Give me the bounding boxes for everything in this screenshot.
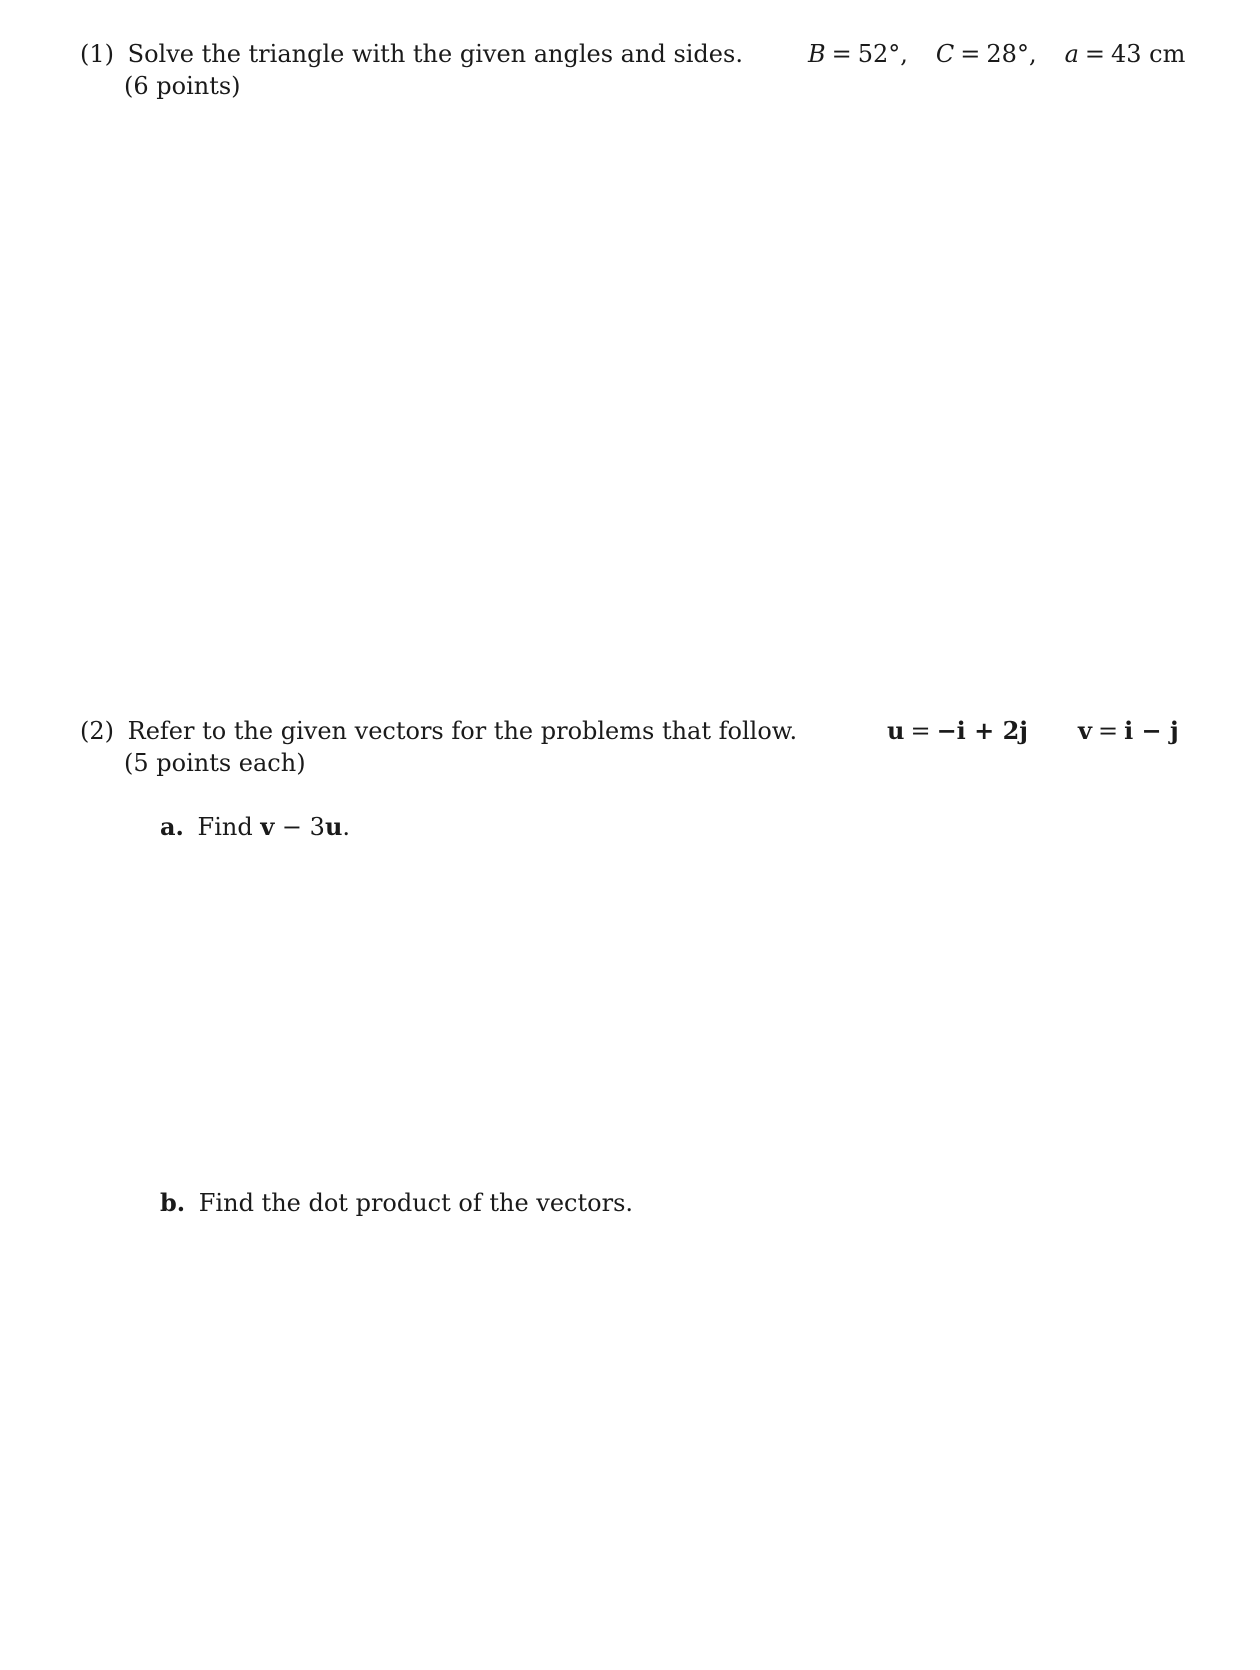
problem-1-points: (6 points) xyxy=(124,72,241,100)
problem-2-vector-u xyxy=(887,715,1028,747)
part-a-operator: − 3 xyxy=(274,813,325,841)
problem-2-part-b xyxy=(160,1187,633,1219)
vector-v-label: v xyxy=(1078,716,1092,745)
equals-sign: = xyxy=(910,717,931,745)
side-a-value: 43 cm xyxy=(1111,40,1186,68)
side-a-label: a xyxy=(1064,40,1079,68)
problem-1-text: Solve the triangle with the given angles and sides. xyxy=(127,40,743,68)
angle-B-label: B xyxy=(808,40,826,68)
vector-v-value: i − j xyxy=(1124,716,1179,745)
part-b-text: Find the dot product of the vectors. xyxy=(198,1189,634,1217)
angle-B-value: 52°, xyxy=(857,40,908,68)
problem-2-points: (5 points each) xyxy=(124,749,306,777)
problem-2-text: Refer to the given vectors for the problems that follow. xyxy=(127,717,798,745)
part-a-prefix: Find xyxy=(197,813,253,841)
part-a-period: . xyxy=(342,813,351,841)
angle-C-value: 28°, xyxy=(986,40,1037,68)
equals-sign: = xyxy=(960,40,981,68)
part-a-label: a. xyxy=(160,812,184,841)
part-a-vector-v: v xyxy=(260,812,275,841)
problem-2-number: (2) xyxy=(80,717,114,745)
equals-sign: = xyxy=(1097,717,1119,745)
equals-sign: = xyxy=(1084,40,1105,68)
problem-1-header xyxy=(80,38,743,70)
problem-1-given-values xyxy=(808,38,1185,70)
vector-u-value: −i + 2j xyxy=(936,716,1028,745)
part-a-vector-u: u xyxy=(324,812,343,841)
part-b-label: b. xyxy=(160,1188,186,1217)
angle-C-label: C xyxy=(935,40,955,68)
vector-u-label: u xyxy=(887,716,905,745)
problem-2-header xyxy=(80,715,797,747)
problem-2-part-a xyxy=(160,811,350,843)
problem-2-vector-v xyxy=(1078,715,1179,747)
equals-sign: = xyxy=(831,40,852,68)
problem-1-number: (1) xyxy=(80,40,114,68)
